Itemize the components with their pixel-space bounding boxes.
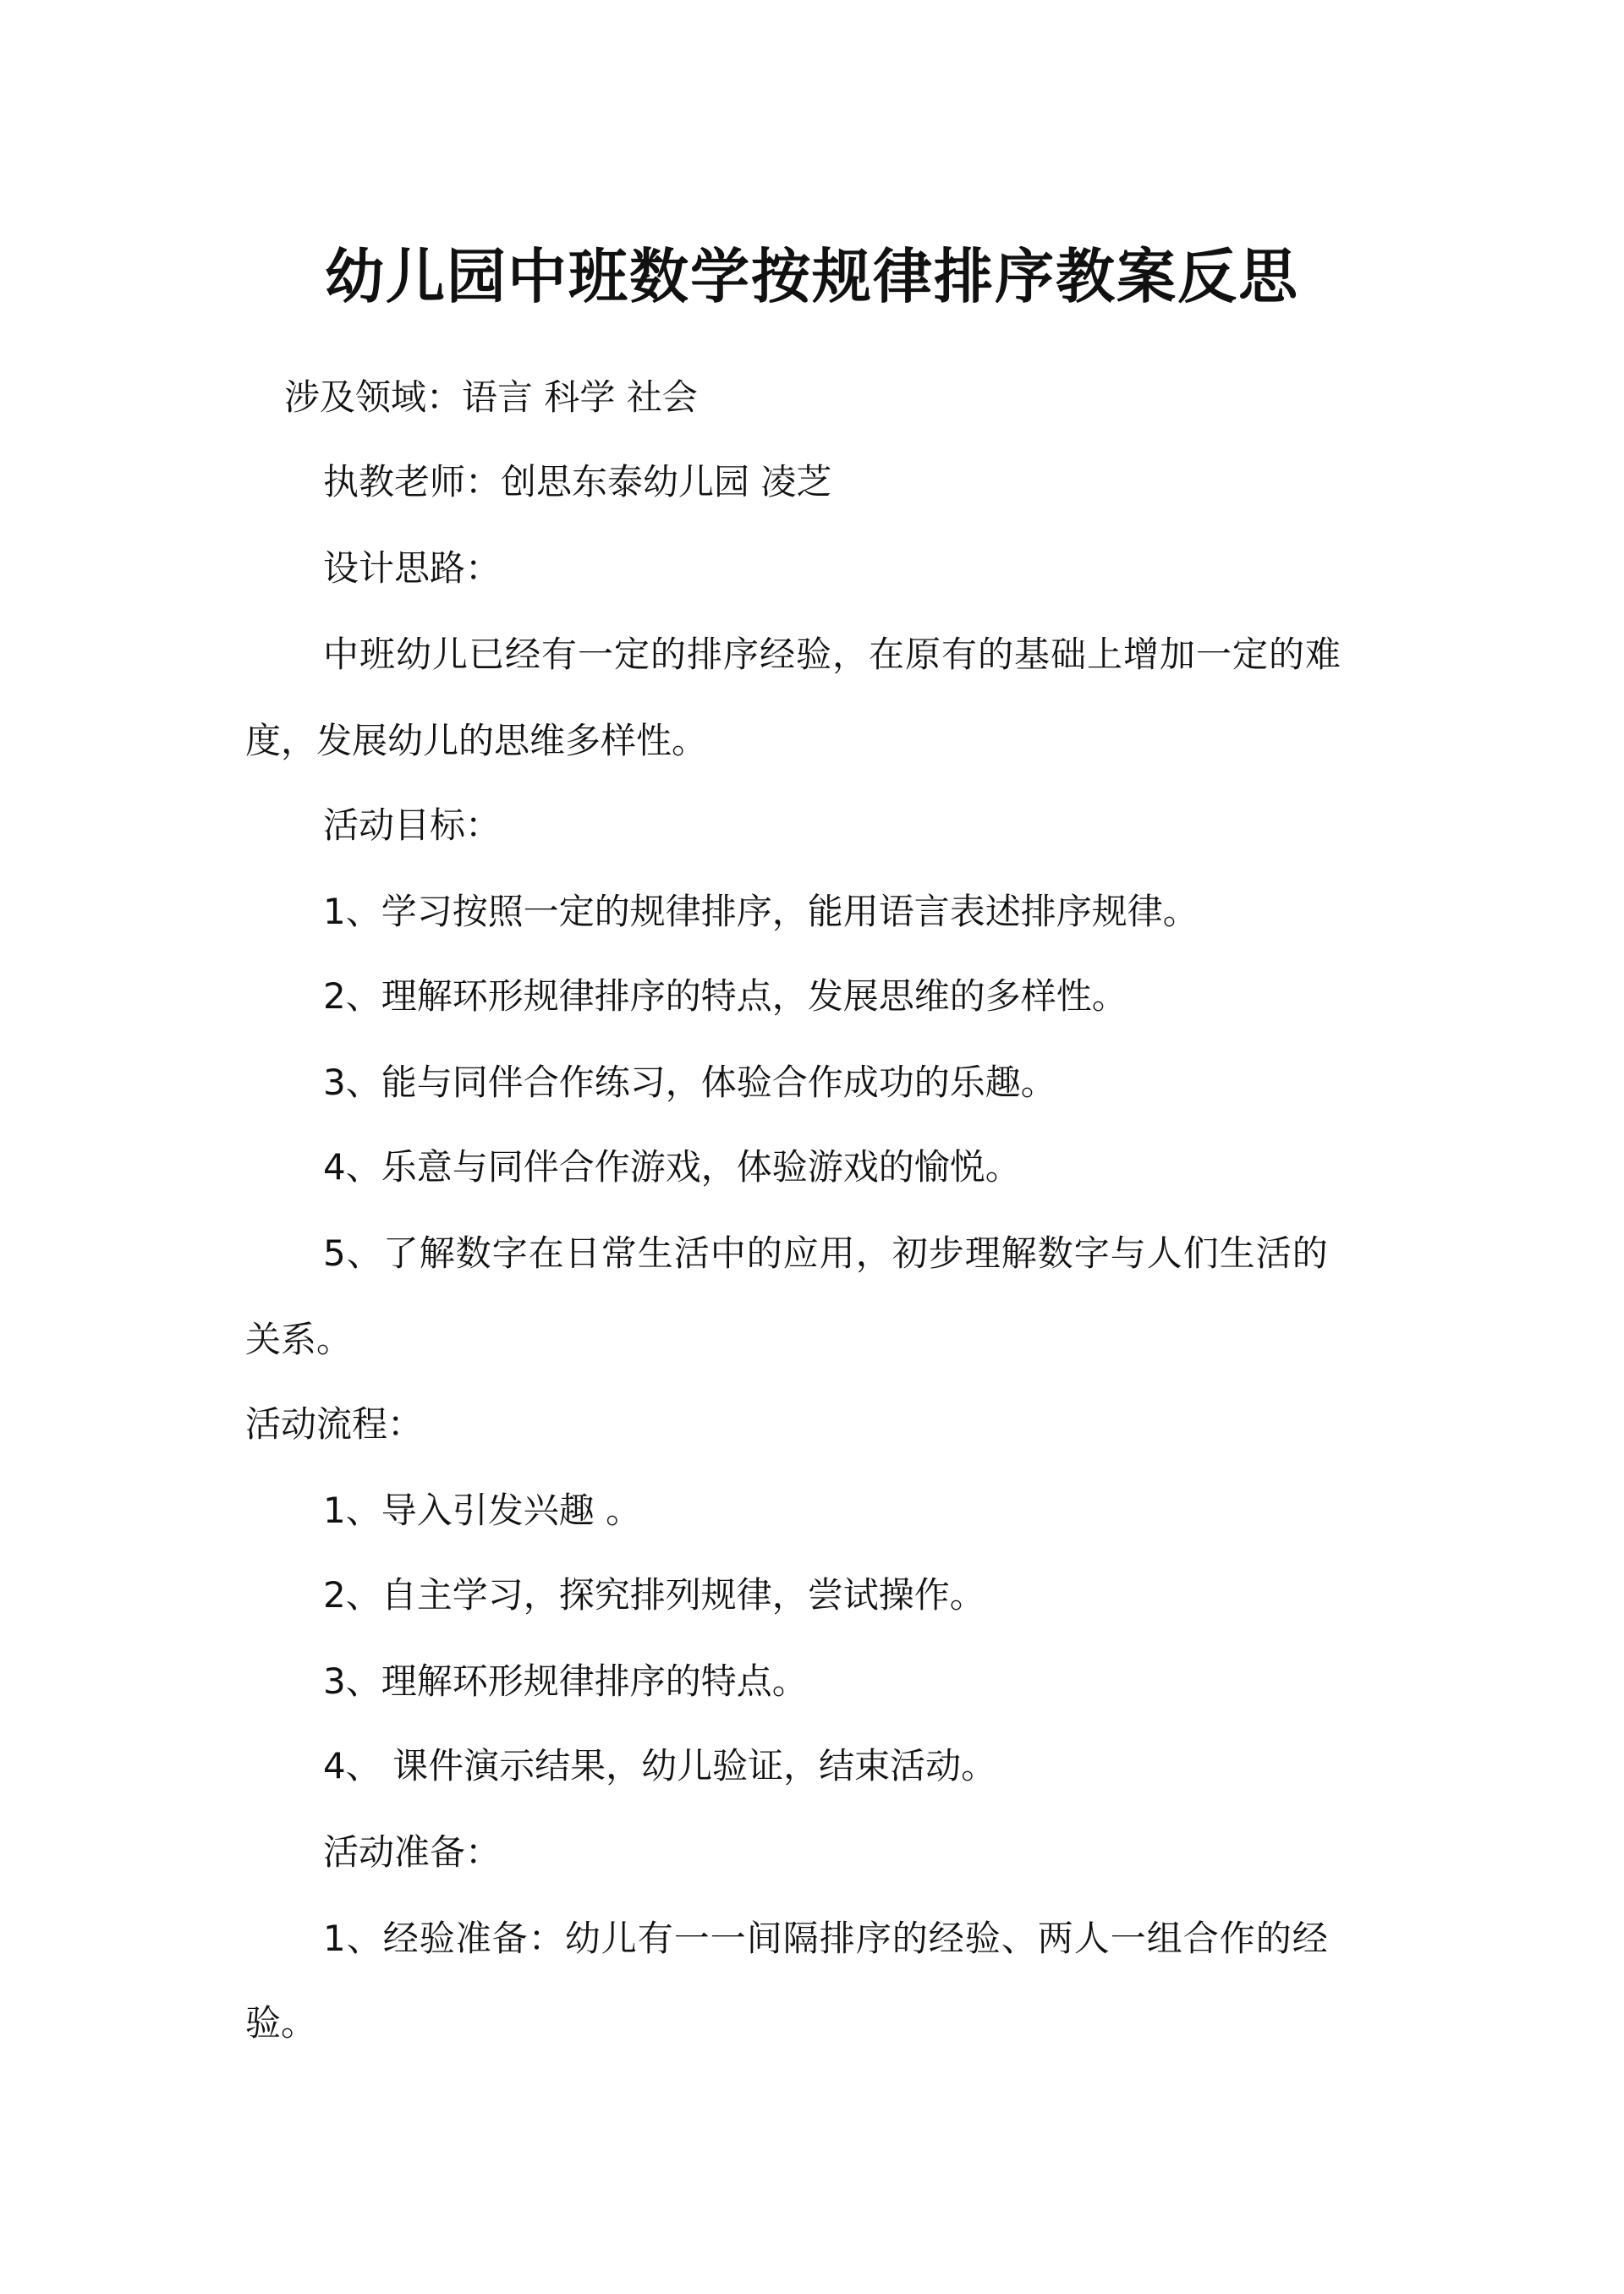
goal-item-5-line-2: 关系。	[245, 1319, 353, 1360]
preparation-item-1-line-1: 1、经验准备：幼儿有一一间隔排序的经验、两人一组合作的经	[323, 1918, 1329, 1959]
process-item-2: 2、自主学习，探究排列规律，尝试操作。	[323, 1574, 985, 1616]
goal-item-1: 1、学习按照一定的规律排序，能用语言表述排序规律。	[323, 891, 1199, 932]
process-item-4: 4、 课件演示结果，幼儿验证，结束活动。	[323, 1745, 997, 1786]
goal-item-3: 3、能与同伴合作练习，体验合作成功的乐趣。	[323, 1062, 1056, 1103]
goal-item-2: 2、理解环形规律排序的特点，发展思维的多样性。	[323, 975, 1127, 1017]
teacher-line: 执教老师：创思东泰幼儿园 凌芝	[323, 461, 832, 502]
design-paragraph-line-2: 度，发展幼儿的思维多样性。	[245, 720, 708, 761]
preparation-item-1-line-2: 验。	[245, 2002, 317, 2044]
design-paragraph-line-1: 中班幼儿已经有一定的排序经验，在原有的基础上增加一定的难	[323, 634, 1342, 675]
goal-item-4: 4、乐意与同伴合作游戏，体验游戏的愉悦。	[323, 1146, 1021, 1188]
process-item-3: 3、理解环形规律排序的特点。	[323, 1660, 808, 1702]
goals-heading: 活动目标：	[323, 804, 502, 846]
design-heading: 设计思路：	[323, 547, 502, 589]
process-heading: 活动流程：	[245, 1403, 424, 1445]
document-title: 幼儿园中班数学按规律排序教案反思	[325, 241, 1299, 311]
process-item-1: 1、导入引发兴趣 。	[323, 1490, 642, 1531]
domain-line: 涉及领域：语言 科学 社会	[284, 376, 698, 418]
goal-item-5-line-1: 5、了解数字在日常生活中的应用，初步理解数字与人们生活的	[323, 1232, 1329, 1274]
preparation-heading: 活动准备：	[323, 1831, 502, 1873]
